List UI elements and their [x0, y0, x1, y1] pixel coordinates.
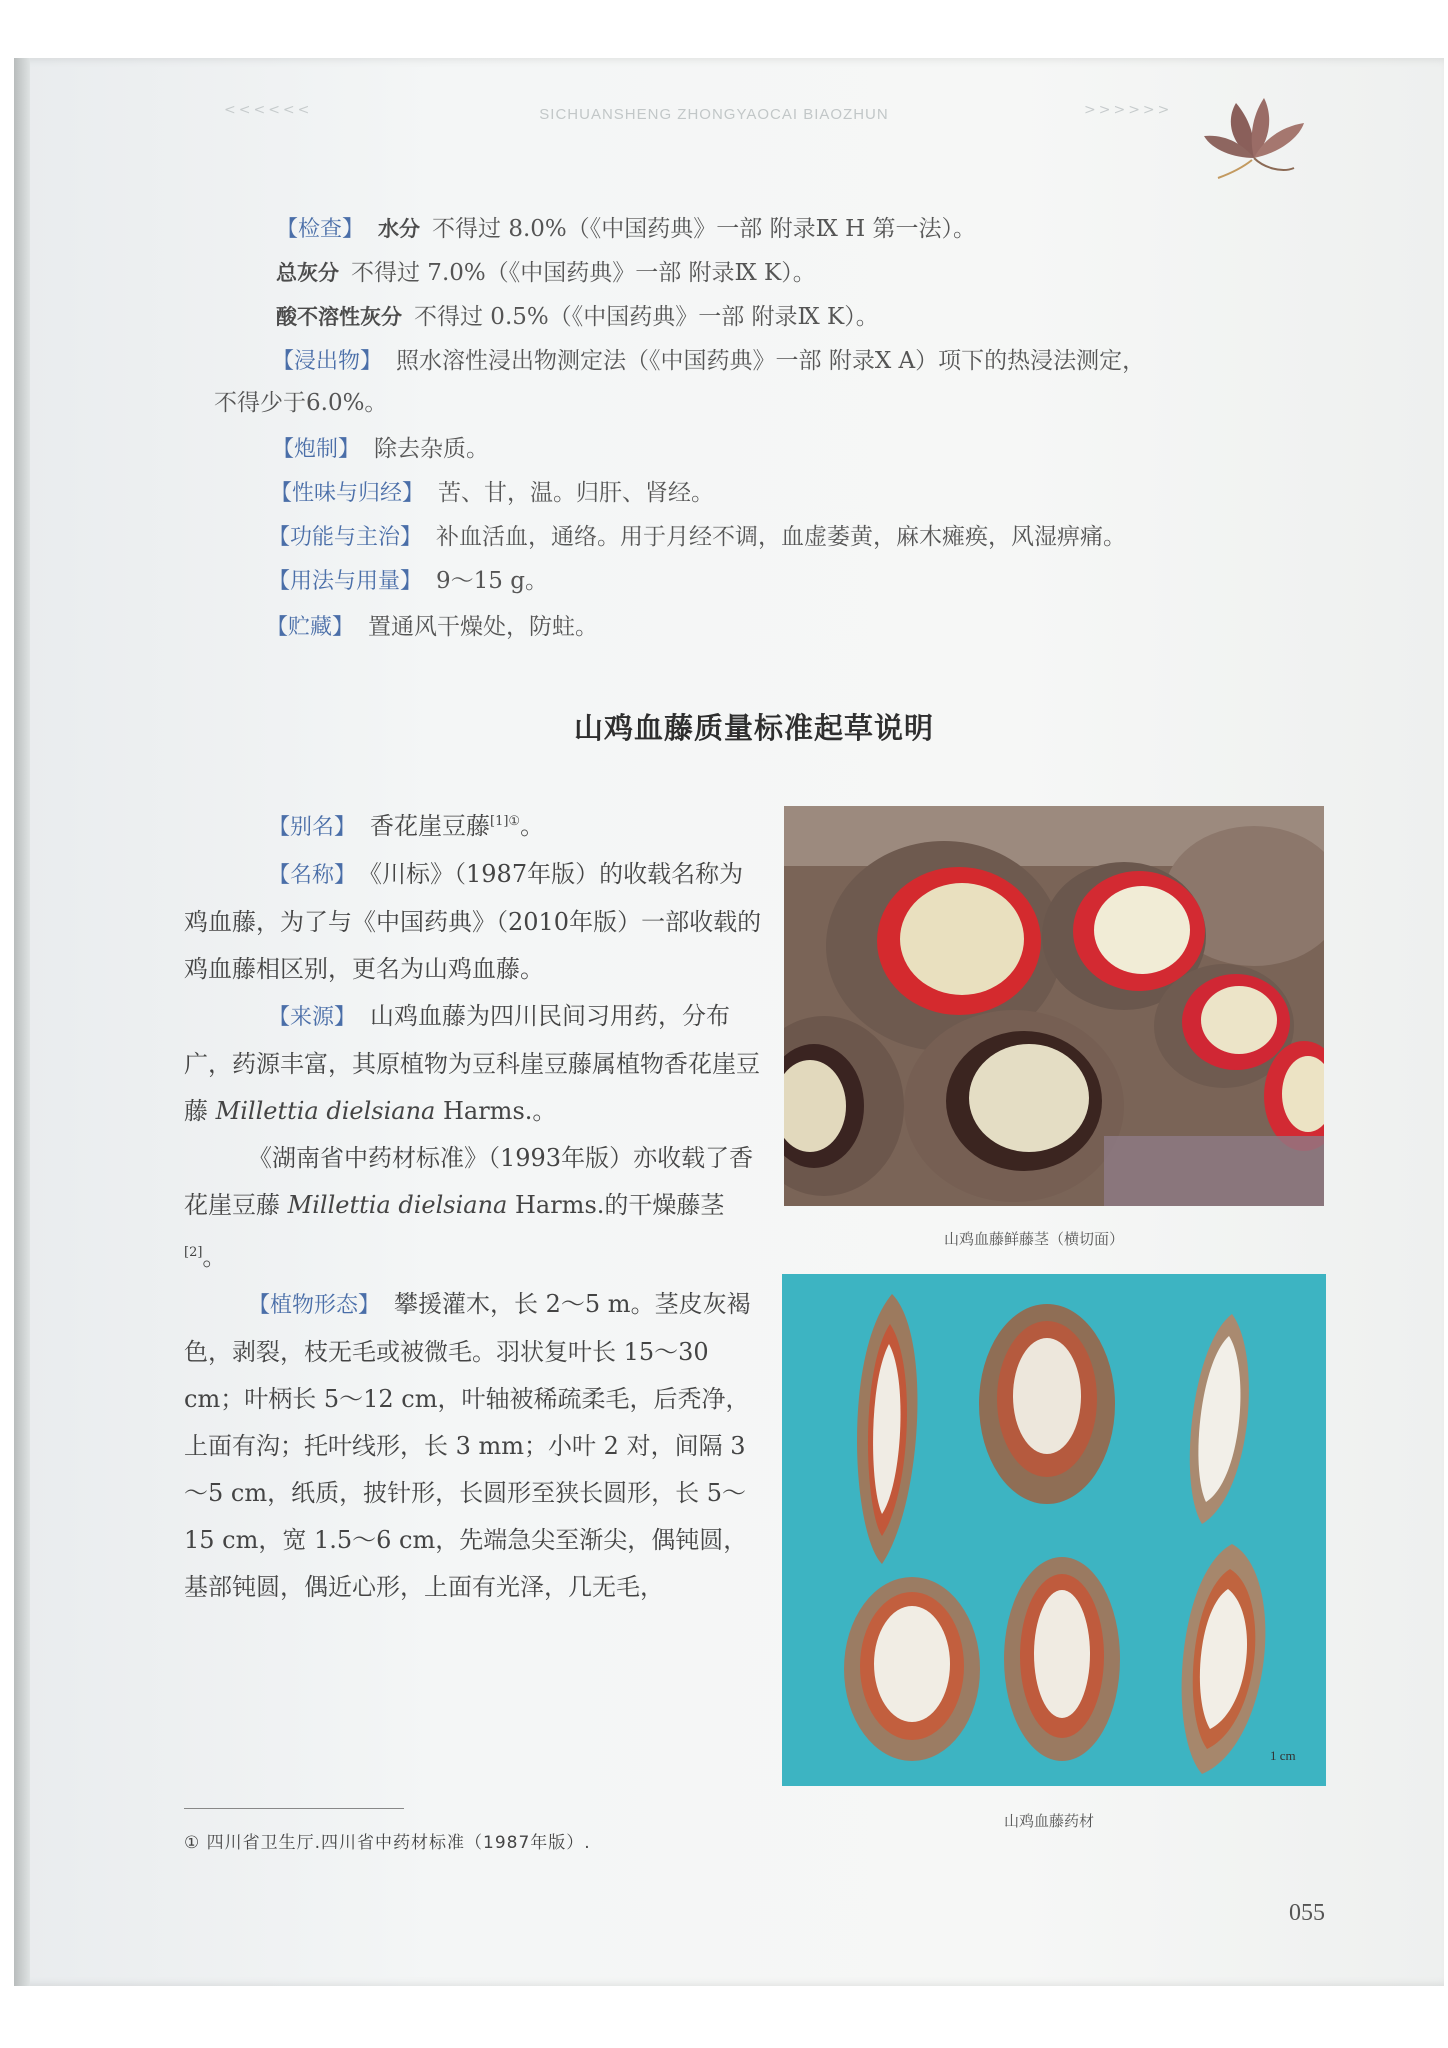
ref-hunan: [2] [184, 1245, 203, 1260]
text-bieming: 香花崖豆藤 [370, 812, 491, 840]
latin-name-1: Millettia dielsiana [215, 1097, 436, 1125]
page-number: 055 [1289, 1900, 1325, 1926]
end-bieming: 。 [520, 812, 545, 840]
tag-laiyuan: 【来源】 [268, 1005, 357, 1030]
stem-section-4 [904, 1010, 1124, 1202]
figure-caption-1: 山鸡血藤鲜藤茎（横切面） [944, 1230, 1125, 1248]
dried-slices-photo [782, 1274, 1326, 1786]
line-jinchuwu-cont [214, 384, 387, 417]
tag-mingcheng: 【名称】 [268, 863, 357, 888]
line-suanburong [276, 298, 879, 331]
line-jiancha [276, 210, 976, 243]
text-gongneng: 补血活血，通络。用于月经不调，血虚萎黄，麻木瘫痪，风湿痹痛。 [436, 524, 1127, 550]
text-suanburong: 不得过 0.5%（《中国药典》一部 附录Ⅸ K）。 [414, 304, 879, 330]
text-hunan: 《湖南省中药材标准》（1993年版）亦收载了香花崖豆藤 [184, 1144, 754, 1219]
leaf-logo-icon [1194, 88, 1314, 188]
text-laiyuan: 山鸡血藤为四川民间习用药，分布广，药源丰富，其原植物为豆科崖豆藤属植物香花崖豆藤 [184, 1002, 760, 1125]
slice-5 [1004, 1557, 1120, 1761]
end-hunan: Harms.的干燥藤茎 [507, 1191, 725, 1219]
book-page [14, 58, 1444, 1986]
line-jinchuwu [272, 342, 1145, 375]
tag-bieming: 【别名】 [268, 815, 357, 840]
footnote: ① 四川省卫生厅.四川省中药材标准（1987年版）. [184, 1833, 591, 1853]
para-mingcheng [184, 851, 764, 993]
label-zonghuifen: 总灰分 [276, 261, 339, 285]
tag-zhucang: 【贮藏】 [266, 615, 355, 640]
tag-xingwei: 【性味与归经】 [270, 481, 425, 506]
text-xingwei: 苦、甘，温。归肝、肾经。 [438, 480, 715, 506]
line-paozhi [272, 430, 489, 463]
text-yongfa: 9～15 g。 [436, 568, 548, 594]
line-gongneng [268, 518, 1126, 551]
ref-bieming: [1]① [490, 814, 521, 829]
line-zonghuifen [276, 254, 816, 287]
header-right-marks: >>>>>> [1084, 102, 1173, 118]
line-xingwei [270, 474, 714, 507]
para-hunan [184, 1135, 764, 1281]
figure-caption-2: 山鸡血藤药材 [1004, 1812, 1095, 1830]
line-yongfa [268, 562, 548, 595]
end-laiyuan: Harms.。 [435, 1097, 557, 1125]
line-zhucang [266, 608, 598, 641]
latin-name-2: Millettia dielsiana [287, 1191, 508, 1219]
slice-4 [844, 1577, 980, 1761]
tag-jiancha: 【检查】 [276, 217, 365, 242]
text-mingcheng: 《川标》（1987年版）的收载名称为鸡血藤，为了与《中国药典》（2010年版）一部收载的鸡血藤相区别，更名为山鸡血藤。 [184, 860, 762, 983]
text-jinchuwu: 照水溶性浸出物测定法（《中国药典》一部 附录X A）项下的热浸法测定， [396, 348, 1146, 374]
label-shuifen: 水分 [378, 217, 421, 241]
para-laiyuan [184, 993, 764, 1135]
label-suanburong: 酸不溶性灰分 [276, 305, 402, 329]
scale-label: 1 cm [1270, 1748, 1296, 1763]
dot-hunan: 。 [202, 1243, 227, 1271]
book-spine [14, 58, 30, 1986]
explanation-column [184, 798, 764, 1611]
tag-jinchuwu: 【浸出物】 [272, 349, 383, 374]
tag-xingtai: 【植物形态】 [248, 1293, 381, 1318]
slice-2 [979, 1304, 1115, 1504]
text-zonghuifen: 不得过 7.0%（《中国药典》一部 附录Ⅸ K）。 [351, 260, 816, 286]
header-left-marks: <<<<<< [224, 102, 313, 118]
para-xingtai [184, 1281, 764, 1611]
para-bieming [184, 798, 764, 851]
fresh-stem-photo [784, 806, 1324, 1206]
text-jinchuwu-cont: 不得少于6.0%。 [214, 390, 388, 416]
tag-yongfa: 【用法与用量】 [268, 569, 423, 594]
tag-paozhi: 【炮制】 [272, 437, 361, 462]
running-title: SICHUANSHENG ZHONGYAOCAI BIAOZHUN [539, 106, 889, 123]
text-zhucang: 置通风干燥处，防蛀。 [368, 614, 599, 640]
text-xingtai: 攀援灌木，长 2～5 m。茎皮灰褐色，剥裂，枝无毛或被微毛。羽状复叶长 15～30 cm；叶柄长 5～12 cm，叶轴被稀疏柔毛，后秃净，上面有沟；托叶线形，长 3 mm；小叶 2 对，间隔 3～5 cm，纸质，披针形，长圆形至狭长圆形，长 5～15 cm，宽 1.5～6 cm，先端急尖至渐尖，偶钝圆，基部钝圆，偶近心形，上面有光泽，几无毛， [184, 1290, 751, 1601]
tag-gongneng: 【功能与主治】 [268, 525, 423, 550]
footnote-rule [184, 1808, 404, 1809]
text-shuifen: 不得过 8.0%（《中国药典》一部 附录Ⅸ H 第一法）。 [432, 216, 976, 242]
section-title: 山鸡血藤质量标准起草说明 [574, 711, 935, 745]
text-paozhi: 除去杂质。 [374, 436, 490, 462]
